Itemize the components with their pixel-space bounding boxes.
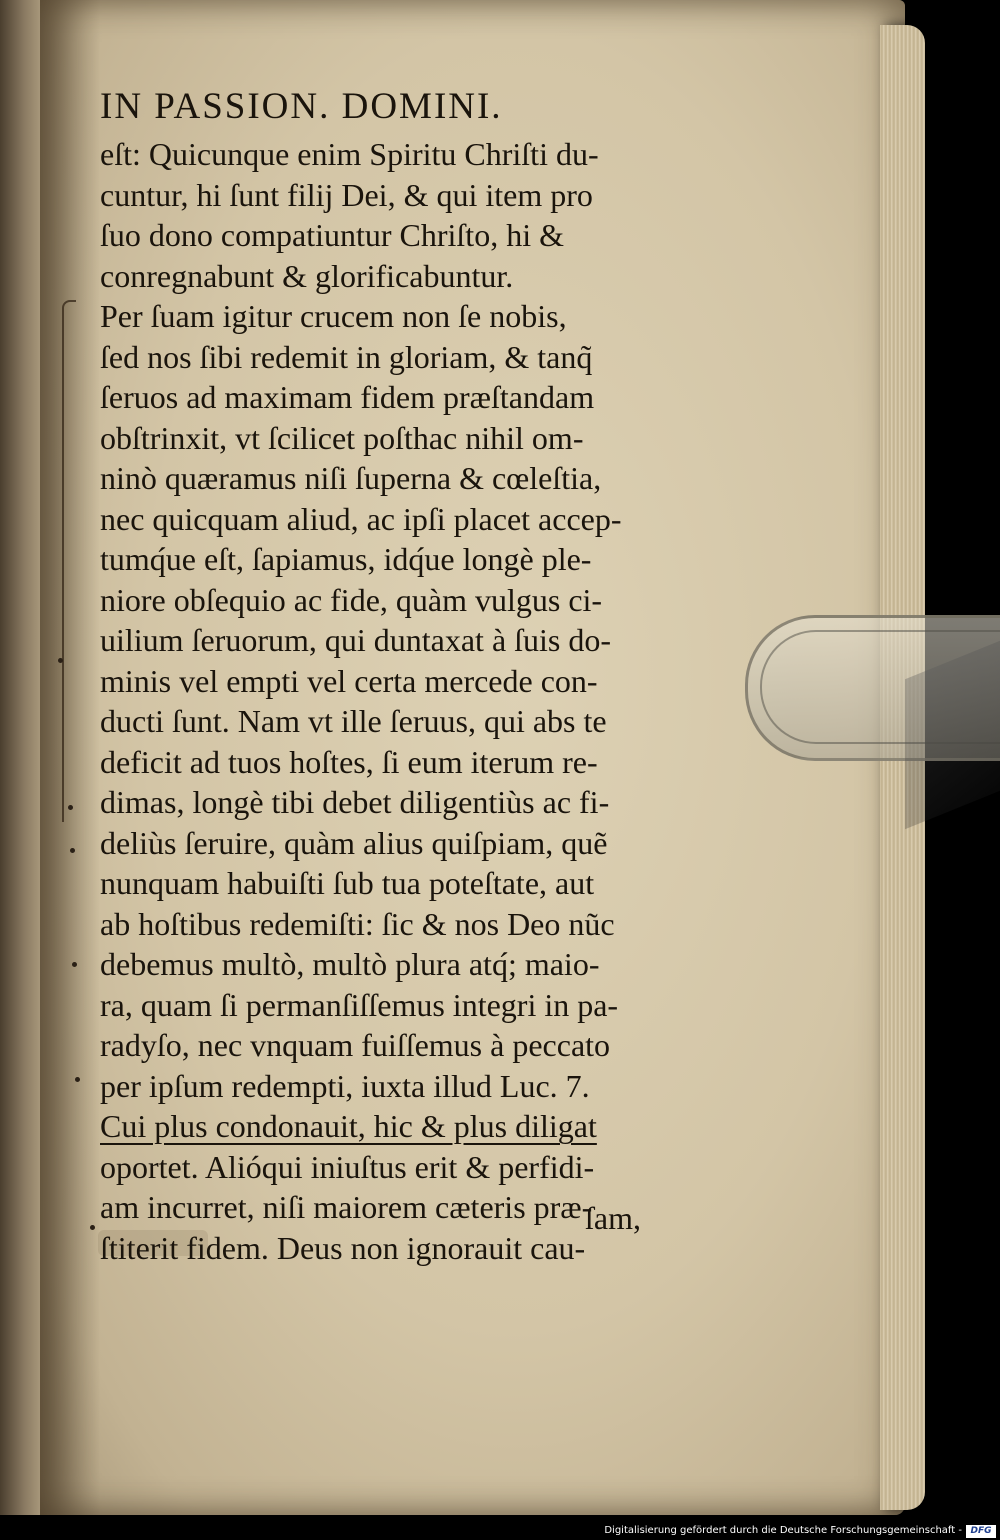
text-line: ab hoſtibus redemiſti: ſic & nos Deo nũc: [100, 905, 615, 942]
text-line: nunquam habuiſti ſub tua poteſtate, aut: [100, 865, 595, 901]
text-line: cuntur, hi ſunt filij Dei, & qui item pro: [100, 176, 593, 213]
margin-mark: [90, 1225, 95, 1230]
text-line: radyſo, nec vnquam fuiſſemus à peccato: [100, 1027, 611, 1063]
underlined-text-line: Cui plus condonauit, hic & plus diligat: [100, 1108, 597, 1144]
handwritten-margin-bracket: [62, 300, 76, 822]
text-line: minis vel empti vel certa mercede con-: [100, 662, 598, 699]
text-line: am incurret, niſi maiorem cæteris præ-: [100, 1189, 593, 1225]
margin-mark: [75, 1077, 80, 1082]
dfg-logo: DFG: [966, 1525, 996, 1538]
text-line: eſt: Quicunque enim Spiritu Chriſti du-: [100, 136, 599, 172]
text-line: deliùs ſeruire, quàm alius quiſpiam, quẽ: [100, 824, 608, 861]
text-line: uilium ſeruorum, qui duntaxat à ſuis do-: [100, 622, 612, 658]
text-line: niore obſequio ac fide, quàm vulgus ci-: [100, 581, 603, 618]
text-line: ninò quæramus niſi ſuperna & cœleſtia,: [100, 460, 602, 496]
text-line: dimas, longè tibi debet diligentiùs ac fi-: [100, 784, 610, 820]
text-line: ra, quam ſi permanſiſſemus integri in pa-: [100, 986, 619, 1023]
digitization-credit: Digitalisierung gefördert durch die Deutsche Forschungsgemeinschaft -: [604, 1525, 962, 1536]
text-line: oportet. Alióqui iniuſtus erit & perfidi-: [100, 1148, 595, 1185]
text-line: ſed nos ſibi redemit in gloriam, & tanq̃: [100, 338, 593, 375]
text-line: ſtiterit fidem. Deus non ignorauit cau-: [100, 1229, 586, 1266]
text-line: debemus multò, multò plura atq́; maio-: [100, 946, 600, 982]
text-line: nec quicquam aliud, ac ipſi placet accep-: [100, 500, 622, 537]
margin-mark: [58, 658, 63, 663]
text-line: ſeruos ad maximam fidem præſtandam: [100, 379, 595, 415]
margin-mark: [70, 848, 75, 853]
text-line: Per ſuam igitur crucem non ſe nobis,: [100, 298, 567, 334]
text-line: deficit ad tuos hoſtes, ſi eum iterum re-: [100, 743, 598, 780]
text-line: tumq́ue eſt, ſapiamus, idq́ue longè ple-: [100, 541, 592, 577]
running-head: IN PASSION. DOMINI.: [100, 86, 503, 127]
text-line: conregnabunt & glorificabuntur.: [100, 257, 514, 294]
text-line: ſuo dono compatiuntur Chriſto, hi &: [100, 217, 564, 253]
text-line: obſtrinxit, vt ſcilicet poſthac nihil om-: [100, 419, 584, 456]
margin-mark: [72, 962, 77, 967]
text-line: ducti ſunt. Nam vt ille ſeruus, qui abs te: [100, 703, 607, 739]
page-text-block: [100, 82, 680, 1268]
catchword: ſam,: [585, 1200, 641, 1236]
margin-mark: [68, 805, 73, 810]
text-line: per ipſum redempti, iuxta illud Luc. 7.: [100, 1067, 590, 1104]
